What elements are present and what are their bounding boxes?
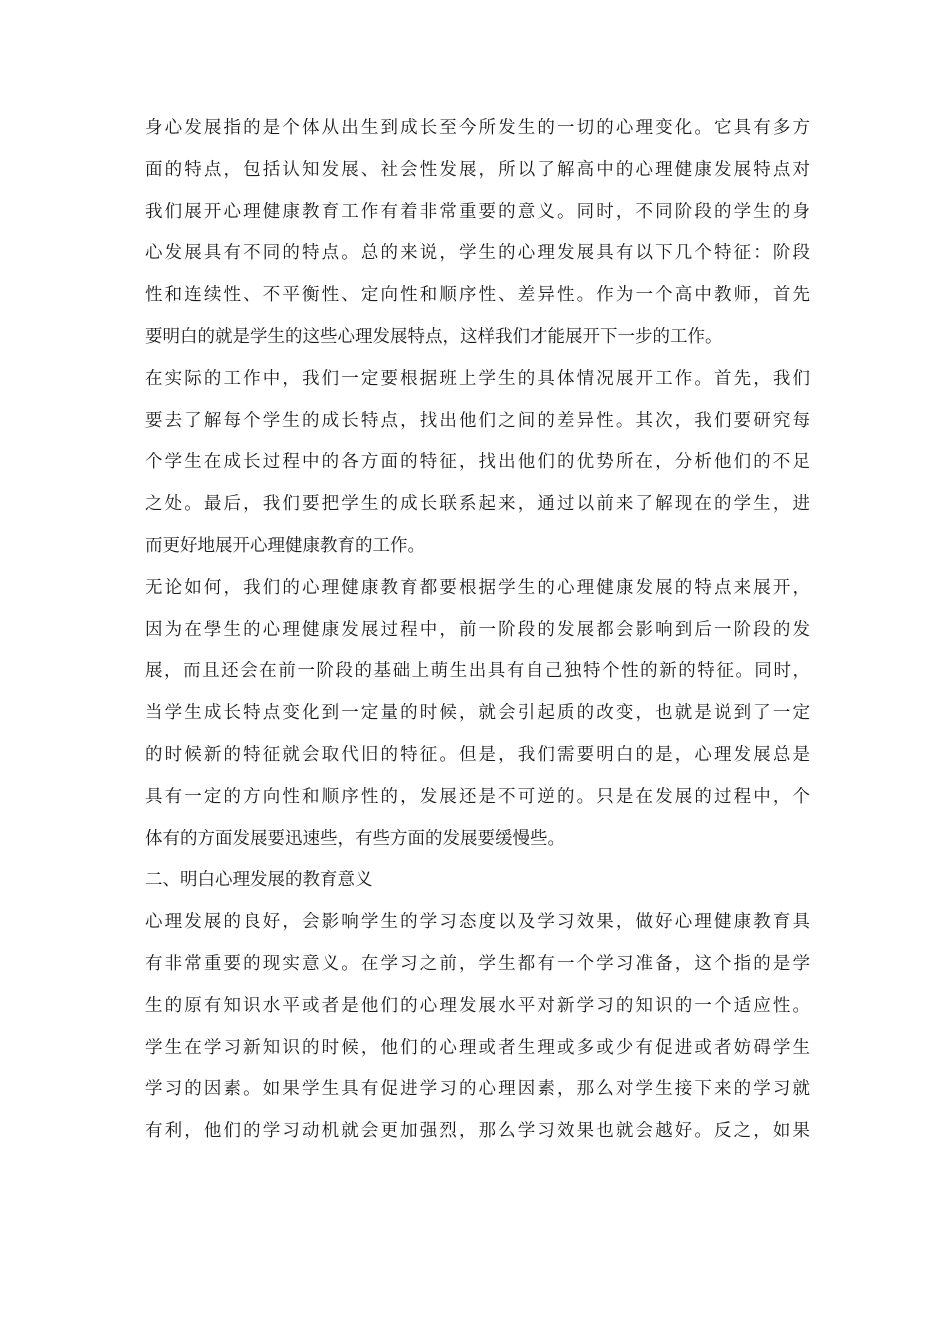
text-line: 当学生成长特点变化到一定量的时候，就会引起质的改变，也就是说到了一定 [145,703,810,724]
text-line: 个学生在成长过程中的各方面的特征，找出他们的优势所在，分析他们的不足 [145,452,810,473]
text-line: 在实际的工作中，我们一定要根据班上学生的具体情况展开工作。首先，我们 [145,368,810,389]
text-line: 心理发展的良好，会影响学生的学习态度以及学习效果，做好心理健康教育具 [145,912,810,933]
text-line: 身心发展指的是个体从出生到成长至今所发生的一切的心理变化。它具有多方 [145,118,810,138]
text-line: 体有的方面发展要迅速些，有些方面的发展要缓慢些。 [145,828,565,849]
text-line: 无论如何，我们的心理健康教育都要根据学生的心理健康发展的特点来展开， [145,577,810,598]
text-line: 展，而且还会在前一阶段的基础上萌生出具有自己独特个性的新的特征。同时， [145,661,810,682]
body-text [145,108,810,1153]
text-line: 心发展具有不同的特点。总的来说，学生的心理发展具有以下几个特征：阶段 [145,243,810,264]
text-line: 因为在學生的心理健康发展过程中，前一阶段的发展都会影响到后一阶段的发 [145,619,810,640]
text-line: 之处。最后，我们要把学生的成长联系起来，通过以前来了解现在的学生，进 [145,494,810,515]
text-line: 生的原有知识水平或者是他们的心理发展水平对新学习的知识的一个适应性。 [145,995,810,1016]
text-line: 而更好地展开心理健康教育的工作。 [145,535,425,556]
text-line: 有非常重要的现实意义。在学习之前，学生都有一个学习准备，这个指的是学 [145,953,810,974]
section-heading: 二、明白心理发展的教育意义 [145,870,373,891]
text-line: 我们展开心理健康教育工作有着非常重要的意义。同时，不同阶段的学生的身 [145,201,810,222]
text-line: 面的特点，包括认知发展、社会性发展，所以了解高中的心理健康发展特点对 [145,159,810,180]
text-line: 要去了解每个学生的成长特点，找出他们之间的差异性。其次，我们要研究每 [145,410,810,431]
text-line: 具有一定的方向性和顺序性的，发展还是不可逆的。只是在发展的过程中，个 [145,786,810,807]
text-line: 性和连续性、不平衡性、定向性和顺序性、差异性。作为一个高中教师，首先 [145,285,810,306]
text-line: 有利，他们的学习动机就会更加强烈，那么学习效果也就会越好。反之，如果 [145,1121,810,1142]
text-line: 学生在学习新知识的时候，他们的心理或者生理或多或少有促进或者妨碍学生 [145,1037,810,1058]
text-line: 要明白的就是学生的这些心理发展特点，这样我们才能展开下一步的工作。 [145,326,723,347]
text-line: 学习的因素。如果学生具有促进学习的心理因素，那么对学生接下来的学习就 [145,1079,810,1100]
text-line: 的时候新的特征就会取代旧的特征。但是，我们需要明白的是，心理发展总是 [145,744,810,765]
